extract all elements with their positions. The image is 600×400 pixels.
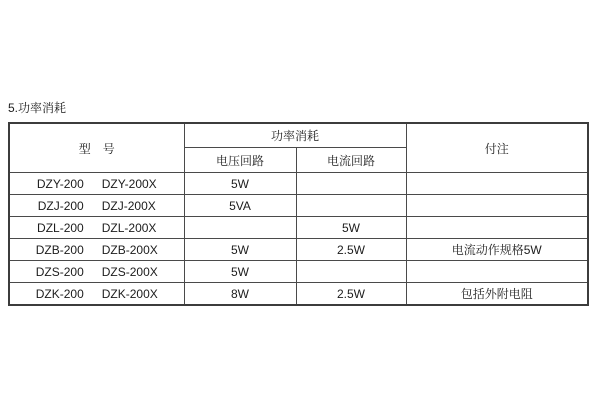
- model-cell: [9, 217, 184, 239]
- model-cell: [9, 239, 184, 261]
- voltage-circuit-cell: 8W: [184, 283, 296, 306]
- model-name: DZY-200: [36, 176, 84, 191]
- current-circuit-cell: [296, 173, 406, 195]
- voltage-circuit-cell: [184, 217, 296, 239]
- voltage-circuit-cell: 5W: [184, 261, 296, 283]
- note-cell: 包括外附电阻: [406, 283, 588, 306]
- model-cell: [9, 173, 184, 195]
- header-current-circuit: 电流回路: [296, 148, 406, 173]
- model-name: DZK-200: [35, 286, 84, 301]
- table-row: [9, 239, 588, 261]
- model-name-x: DZK-200X: [101, 286, 158, 301]
- current-circuit-cell: 2.5W: [296, 239, 406, 261]
- model-cell: [9, 195, 184, 217]
- table-row: [9, 173, 588, 195]
- model-cell: [9, 261, 184, 283]
- model-name-x: DZL-200X: [101, 220, 157, 235]
- model-name-x: DZS-200X: [101, 264, 158, 279]
- header-model: 型 号: [9, 123, 184, 173]
- note-cell: [406, 173, 588, 195]
- model-name-x: DZY-200X: [101, 176, 157, 191]
- current-circuit-cell: [296, 195, 406, 217]
- current-circuit-cell: 2.5W: [296, 283, 406, 306]
- model-cell: [9, 283, 184, 306]
- table-row: [9, 283, 588, 306]
- table-row: [9, 261, 588, 283]
- model-name: DZS-200: [35, 264, 84, 279]
- voltage-circuit-cell: 5W: [184, 173, 296, 195]
- table-row: [9, 195, 588, 217]
- model-name-x: DZJ-200X: [101, 198, 156, 213]
- header-voltage-circuit: 电压回路: [184, 148, 296, 173]
- model-name: DZL-200: [37, 220, 84, 235]
- header-notes: 付注: [406, 123, 588, 173]
- model-name: DZJ-200: [37, 198, 84, 213]
- header-power-group: 功率消耗: [184, 123, 406, 148]
- note-cell: [406, 195, 588, 217]
- model-name-x: DZB-200X: [101, 242, 158, 257]
- power-consumption-table: [8, 122, 589, 306]
- header-row-top: [9, 123, 588, 148]
- note-cell: [406, 217, 588, 239]
- voltage-circuit-cell: 5W: [184, 239, 296, 261]
- current-circuit-cell: [296, 261, 406, 283]
- current-circuit-cell: 5W: [296, 217, 406, 239]
- table-row: [9, 217, 588, 239]
- note-cell: 电流动作规格5W: [406, 239, 588, 261]
- note-cell: [406, 261, 588, 283]
- section-title: 5.功率消耗: [8, 101, 67, 115]
- voltage-circuit-cell: 5VA: [184, 195, 296, 217]
- model-name: DZB-200: [35, 242, 84, 257]
